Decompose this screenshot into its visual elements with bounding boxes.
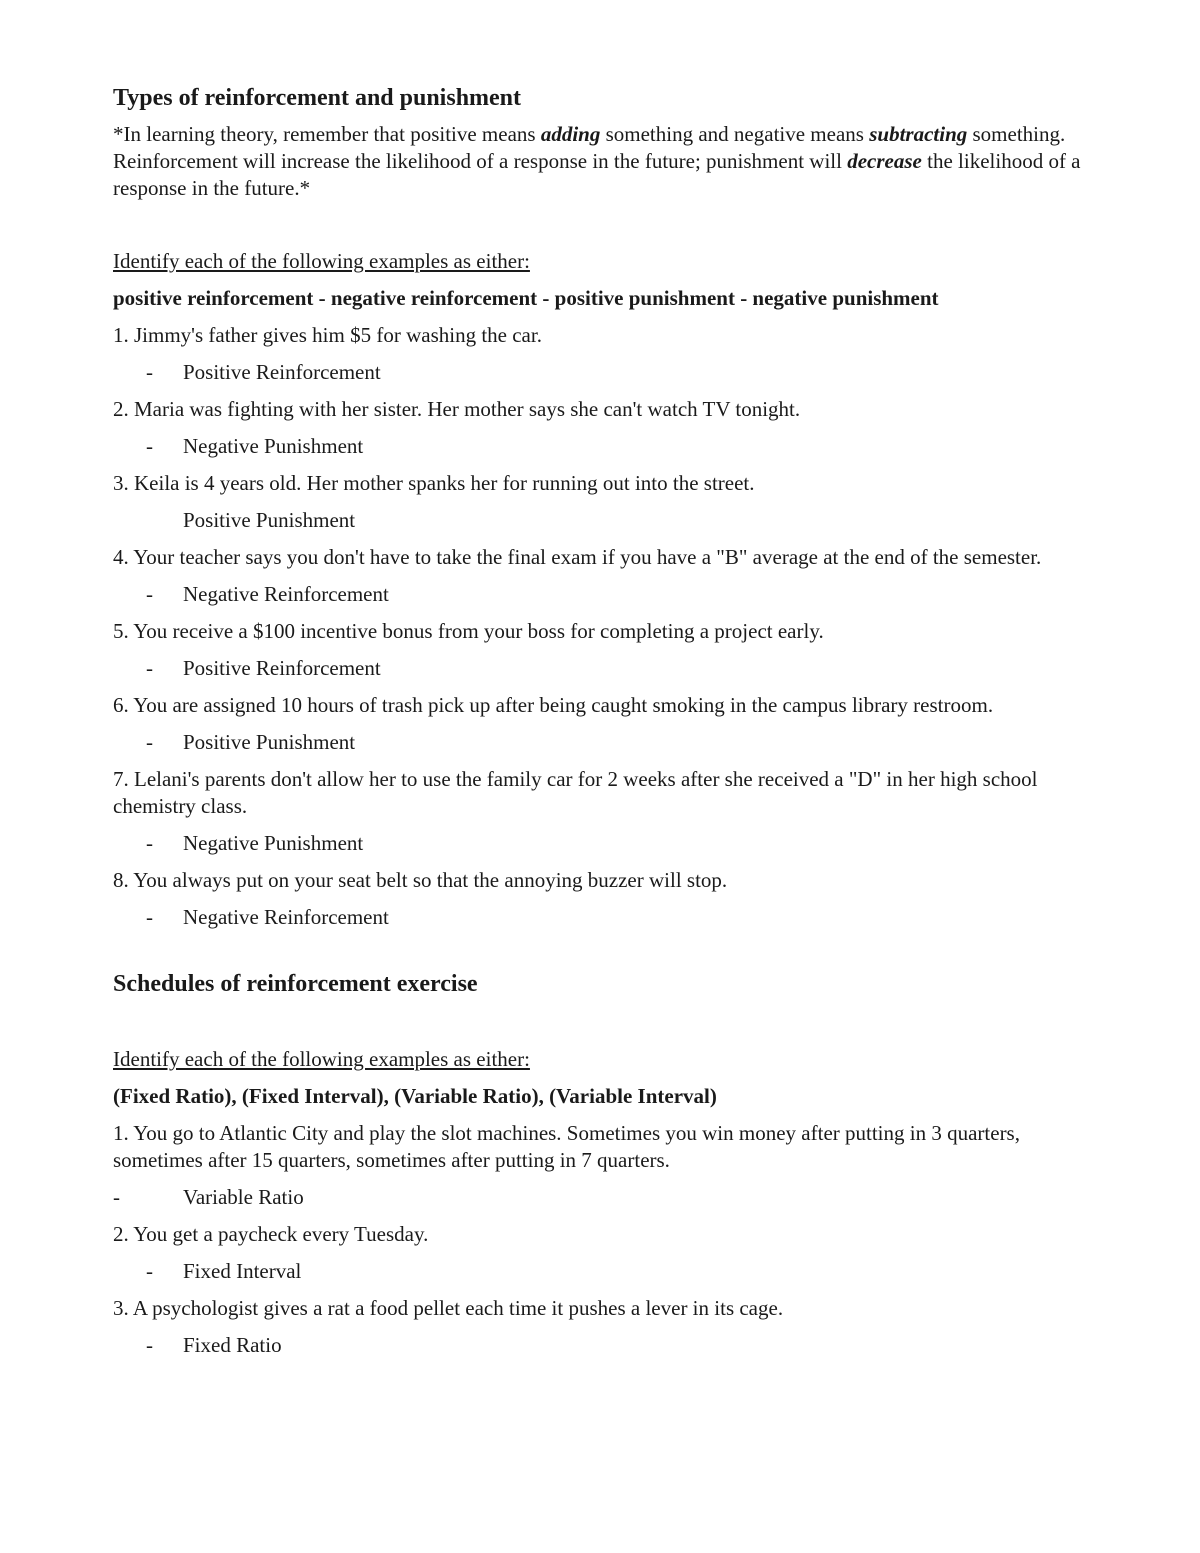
question: 4. Your teacher says you don't have to take the final exam if you have a "B" average at the end of the semester. — [113, 545, 1042, 569]
answer: - Negative Reinforcement — [146, 905, 389, 929]
answer-options: (Fixed Ratio), (Fixed Interval), (Variable Ratio), (Variable Interval) — [113, 1084, 717, 1108]
question: 1. Jimmy's father gives him $5 for washing the car. — [113, 323, 542, 347]
answer-options: positive reinforcement - negative reinforcement - positive punishment - negative punishment — [113, 286, 939, 310]
question: 3. Keila is 4 years old. Her mother spanks her for running out into the street. — [113, 471, 755, 495]
question: 8. You always put on your seat belt so that the annoying buzzer will stop. — [113, 868, 728, 892]
answer: - Negative Punishment — [146, 831, 364, 855]
question: 7. Lelani's parents don't allow her to use the family car for 2 weeks after she received a "D" in her high school chemistry class. — [113, 767, 1038, 818]
answer: - Positive Reinforcement — [146, 656, 381, 680]
answer: - Variable Ratio — [113, 1185, 304, 1209]
question: 6. You are assigned 10 hours of trash pick up after being caught smoking in the campus library restroom. — [113, 693, 994, 717]
question: 3. A psychologist gives a rat a food pellet each time it pushes a lever in its cage. — [113, 1296, 784, 1320]
instruction: Identify each of the following examples as either: — [113, 1047, 530, 1071]
question: 2. You get a paycheck every Tuesday. — [113, 1222, 429, 1246]
answer: - Fixed Ratio — [146, 1333, 282, 1357]
section-title: Schedules of reinforcement exercise — [113, 971, 478, 997]
answer: - Positive Reinforcement — [146, 360, 381, 384]
question: 1. You go to Atlantic City and play the slot machines. Sometimes you win money after putting in 3 quarters, sometimes after 15 quarters, sometimes after putting in 7 quarters. — [113, 1121, 1020, 1172]
intro-paragraph: *In learning theory, remember that positive means adding something and negative means subtracting something. Reinforcement will increase the likelihood of a response in the future; punishment will decrease the likelihood of a response in the future.* — [113, 122, 1081, 200]
instruction: Identify each of the following examples as either: — [113, 249, 530, 273]
document-page — [113, 84, 1093, 1359]
answer: - Fixed Interval — [146, 1259, 302, 1283]
answer: - Negative Punishment — [146, 434, 364, 458]
question: 5. You receive a $100 incentive bonus from your boss for completing a project early. — [113, 619, 824, 643]
answer: - Positive Punishment — [146, 730, 356, 754]
section-title: Types of reinforcement and punishment — [113, 85, 522, 111]
question: 2. Maria was fighting with her sister. Her mother says she can't watch TV tonight. — [113, 397, 801, 421]
answer: Positive Punishment — [183, 508, 356, 532]
answer: - Negative Reinforcement — [146, 582, 389, 606]
